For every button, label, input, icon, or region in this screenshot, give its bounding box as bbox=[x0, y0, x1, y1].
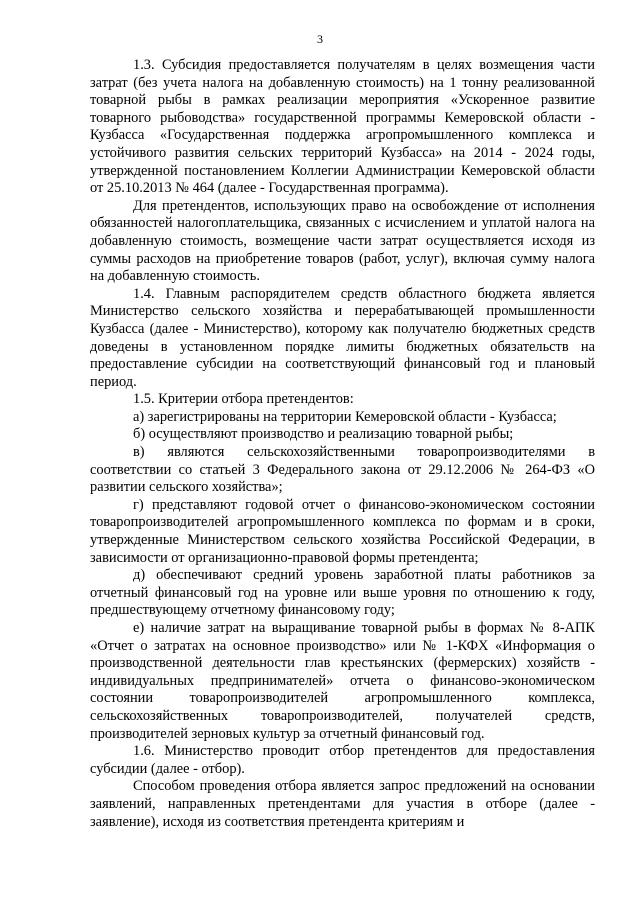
paragraph-1-6-selection: 1.6. Министерство проводит отбор претендентов для предоставления субсидии (далее - отбор). bbox=[90, 743, 595, 777]
criterion-v: в) являются сельскохозяйственными товаропроизводителями в соответствии со статьей 3 Федерального закона от 29.12.2006 № 264-ФЗ «О развитии сельского хозяйства»; bbox=[90, 444, 595, 496]
criterion-a: а) зарегистрированы на территории Кемеровской области - Кузбасса; bbox=[133, 408, 557, 425]
criterion-b: б) осуществляют производство и реализацию товарной рыбы; bbox=[133, 426, 514, 443]
paragraph-vat-exemption: Для претендентов, использующих право на освобождение от исполнения обязанностей налогоплательщика, связанных с исчислением и уплатой налога на добавленную стоимость, возмещение части затрат осуществляется исходя из суммы расходов на приобретение товаров (работ, услуг), включая сумму налога на добавленную стоимость. bbox=[90, 197, 595, 285]
paragraph-1-5-criteria-heading: 1.5. Критерии отбора претендентов: bbox=[133, 391, 354, 408]
criterion-e: е) наличие затрат на выращивание товарной рыбы в формах № 8-АПК «Отчет о затратах на основное производство» или № 1-КФХ «Информация о производственной деятельности глав крестьянских (фермерских) хозяйств - индивидуальных предпринимателей» отчета о финансово-экономическом состоянии товаропроизводителей агропромышленного комплекса, сельскохозяйственных товаропроизводителей, получателей средств, производителей зерновых культур за отчетный финансовый год. bbox=[90, 620, 595, 742]
criterion-d: д) обеспечивают средний уровень заработной платы работников за отчетный финансовый год на уровне или выше уровня по отношению к году, предшествующему отчетному финансовому году; bbox=[90, 567, 595, 619]
page-number: 3 bbox=[317, 32, 323, 46]
criterion-g: г) представляют годовой отчет о финансово-экономическом состоянии товаропроизводителей агропромышленного комплекса по формам и в сроки, утвержденные Министерством сельского хозяйства Российской Федерации, в зависимости от организационно-правовой формы претендента; bbox=[90, 496, 595, 566]
paragraph-1-4-budget-manager: 1.4. Главным распорядителем средств областного бюджета является Министерство сельского хозяйства и перерабатывающей промышленности Кузбасса (далее - Министерство), которому как получателю бюджетных средств доведены в установленном порядке лимиты бюджетных обязательств на предоставление субсидии на соответствующий финансовый год и плановый период. bbox=[90, 285, 595, 390]
paragraph-selection-method: Способом проведения отбора является запрос предложений на основании заявлений, направленных претендентами для участия в отборе (далее - заявление), исходя из соответствия претендента критериям и bbox=[90, 778, 595, 830]
paragraph-1-3-subsidy-purpose: 1.3. Субсидия предоставляется получателям в целях возмещения части затрат (без учета налога на добавленную стоимость) на 1 тонну реализованной товарной рыбы в рамках реализации мероприятия «Ускоренное развитие товарного рыбоводства» государственной программы Кемеровской области - Кузбасса «Государственная поддержка агропромышленного комплекса и устойчивого развития сельских территорий Кузбасса» на 2014 - 2024 годы, утвержденной постановлением Коллегии Администрации Кемеровской области от 25.10.2013 № 464 (далее - Государственная программа). bbox=[90, 57, 595, 197]
document-body bbox=[90, 57, 595, 831]
